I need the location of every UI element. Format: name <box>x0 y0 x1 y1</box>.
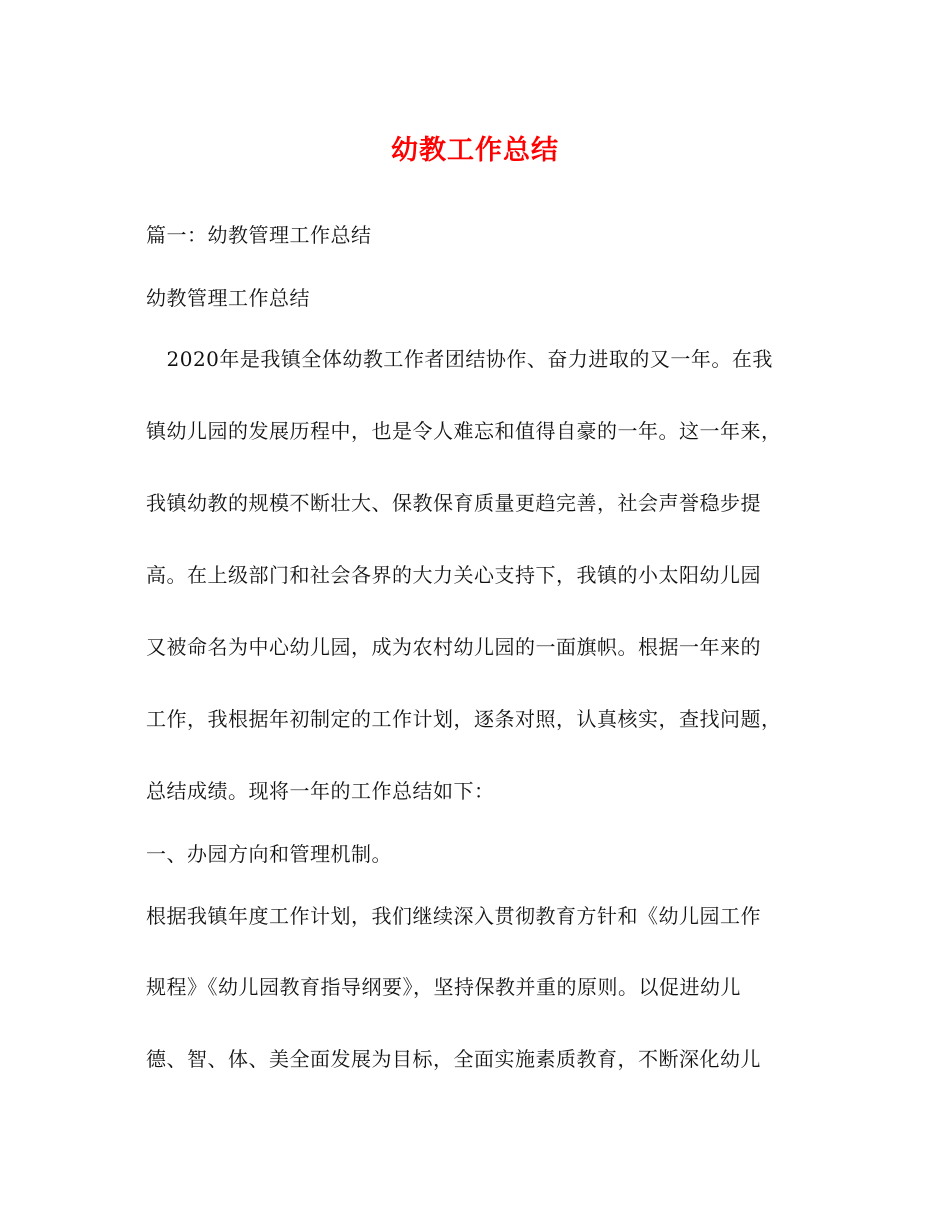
paragraph-line: 2020年是我镇全体幼教工作者团结协作、奋力进取的又一年。在我 <box>146 347 773 371</box>
section-heading: 一、办园方向和管理机制。 <box>146 842 392 866</box>
section-heading: 篇一：幼教管理工作总结 <box>146 223 372 247</box>
document-title: 幼教工作总结 <box>391 135 559 166</box>
subsection-heading: 幼教管理工作总结 <box>146 286 310 310</box>
paragraph-line: 根据我镇年度工作计划，我们继续深入贯彻教育方针和《幼儿园工作 <box>146 904 761 928</box>
paragraph-line: 总结成绩。现将一年的工作总结如下： <box>146 779 495 803</box>
paragraph-line: 工作，我根据年初制定的工作计划，逐条对照，认真核实，查找问题， <box>146 707 782 731</box>
paragraph-line: 德、智、体、美全面发展为目标，全面实施素质教育，不断深化幼儿 <box>146 1047 761 1071</box>
paragraph-line: 我镇幼教的规模不断壮大、保教保育质量更趋完善，社会声誉稳步提 <box>146 491 761 515</box>
paragraph-line: 高。在上级部门和社会各界的大力关心支持下，我镇的小太阳幼儿园 <box>146 563 761 587</box>
paragraph-line: 规程》《幼儿园教育指导纲要》，坚持保教并重的原则。以促进幼儿 <box>146 975 741 999</box>
paragraph-line: 镇幼儿园的发展历程中，也是令人难忘和值得自豪的一年。这一年来， <box>146 419 782 443</box>
paragraph-line: 又被命名为中心幼儿园，成为农村幼儿园的一面旗帜。根据一年来的 <box>146 635 761 659</box>
